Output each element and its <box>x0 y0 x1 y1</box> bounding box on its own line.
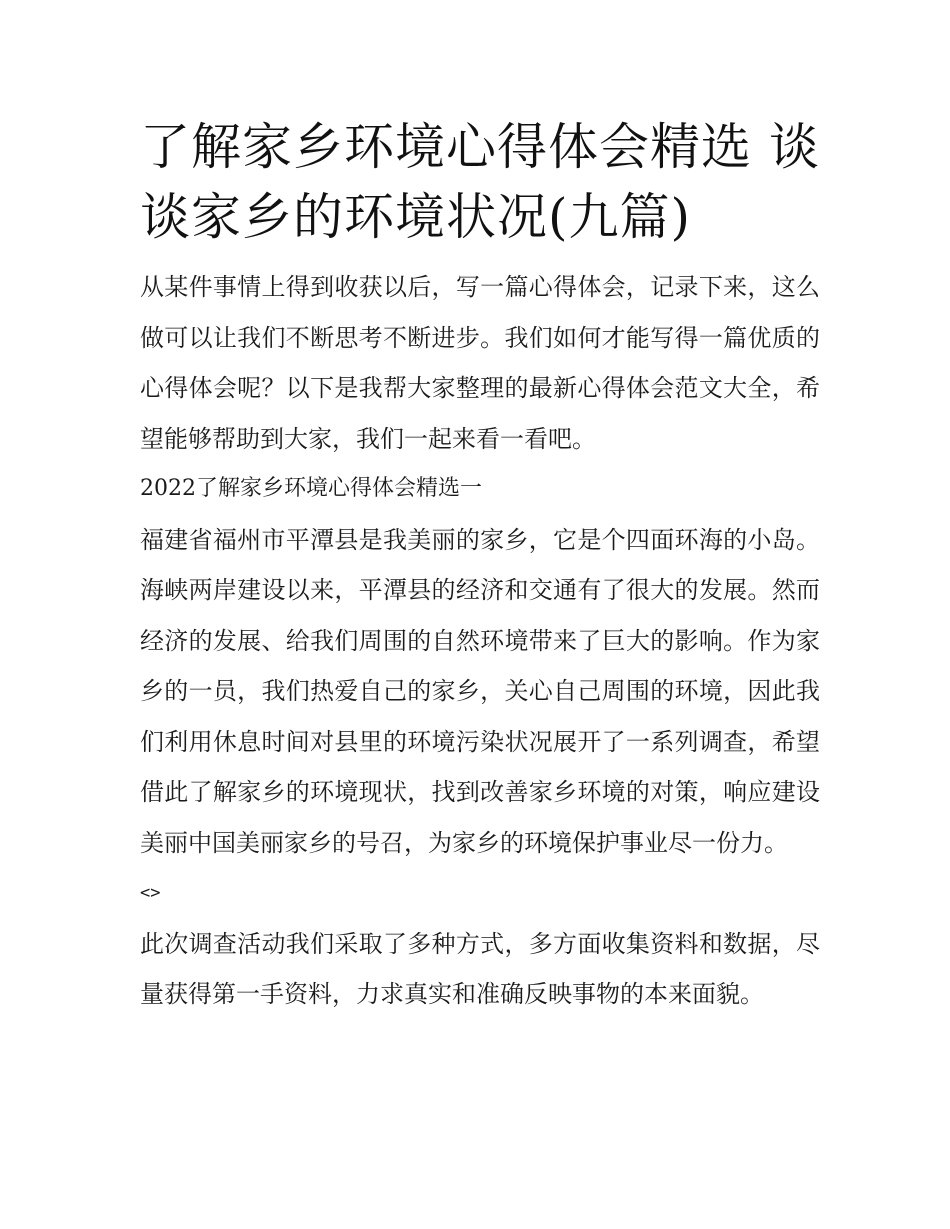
document-title: 了解家乡环境心得体会精选 谈谈家乡的环境状况(九篇) <box>140 118 820 246</box>
section-heading: 2022了解家乡环境心得体会精选一 <box>140 476 482 501</box>
bracket-marker: <> <box>140 883 161 903</box>
body-paragraph-1: 福建省福州市平潭县是我美丽的家乡，它是个四面环海的小岛。海峡两岸建设以来，平潭县的经济和交通有了很大的发展。然而经济的发展、给我们周围的自然环境带来了巨大的影响。作为家乡的一员，我们热爱自己的家乡，关心自己周围的环境，因此我们利用休息时间对县里的环境污染状况展开了一系列调查，希望借此了解家乡的环境现状，找到改善家乡环境的对策，响应建设美丽中国美丽家乡的号召，为家乡的环境保护事业尽一份力。 <box>140 525 820 857</box>
body-paragraph-2: 此次调查活动我们采取了多种方式，多方面收集资料和数据，尽量获得第一手资料，力求真实和准确反映事物的本来面貌。 <box>140 929 820 1008</box>
intro-paragraph: 从某件事情上得到收获以后，写一篇心得体会，记录下来，这么做可以让我们不断思考不断进步。我们如何才能写得一篇优质的心得体会呢？以下是我帮大家整理的最新心得体会范文大全，希望能够帮助到大家，我们一起来看一看吧。 <box>140 273 820 453</box>
document-body <box>140 112 820 1020</box>
